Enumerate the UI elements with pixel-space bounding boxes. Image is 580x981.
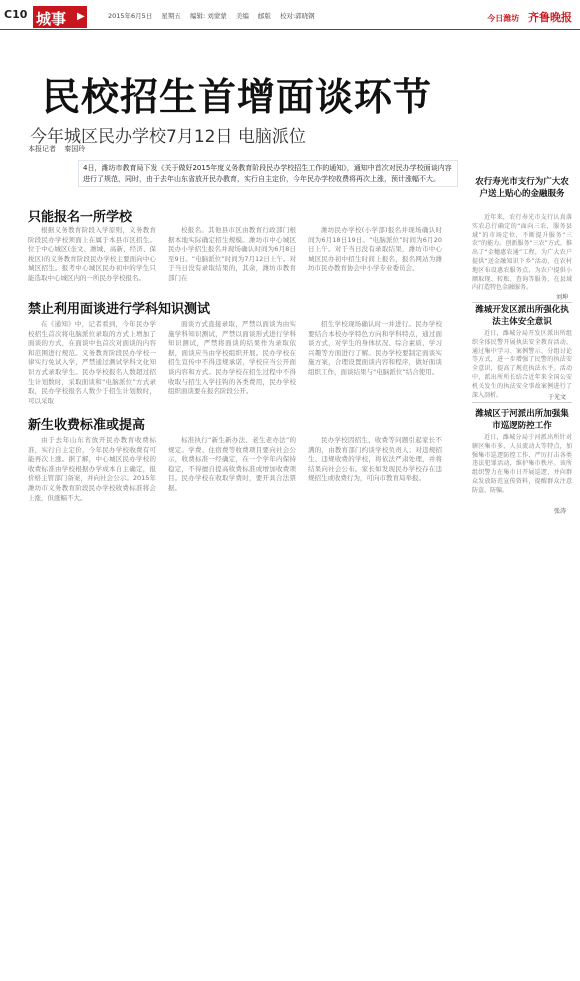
section-2-column-2: 面谈方式直接录取，严禁以面谈为由实施学科知识测试，严禁以面谈形式进行学科知识测试，严禁将面谈的结果作为录取依据，面谈应当由学校组织开展。民办学校在招生宣传中不得违规承诺，学校应当公开面谈内容和方式。民办学校在招生过程中不得收取与招生入学挂钩的各类费用，民办学校组织面谈要在报名阶段公开。 — [168, 320, 296, 396]
sidebar-title-police-station: 潍城开发区派出所强化执法主体安全意识 — [475, 305, 569, 327]
sidebar-body-police-station: 近日，潍城分局开发区派出所组织全体民警开展执法安全教育活动，通过集中学习、案例警示、分组讨论等方式，进一步增强了民警的执法安全意识，提高了规范执法水平。活动中，派出所所长结合近年来全国公安机关发生的执法安全事故案例进行了深入剖析。 — [472, 330, 572, 399]
issue-meta — [108, 11, 322, 20]
section-title-interview-rules: 禁止利用面谈进行学科知识测试 — [28, 302, 211, 317]
article-lead: 4日，潍坊市教育局下发《关于做好2015年度义务教育阶段民办学校招生工作的通知》，通知中首次对民办学校面谈内容进行了规范，同时，由于去年山东省放开民办教育，实行自主定价，今年民办学校收费将再次上涨，预计涨幅不大。 — [78, 160, 458, 187]
section-2-column-1: 在《通知》中，记者看到，今年民办学校招生首次将电脑派位录取的方式上增加了面谈的方式，在面谈中也首次对面谈的内容和范围进行规范。义务教育阶段民办学校一律实行免试入学，严禁通过测试学科文化知识方式录取学生。民办学校报名人数超过招生计划数时，采取面谈和“电脑派位”方式录取，民办学校报名人数少于招生计划数时，可以采取 — [28, 320, 156, 405]
sidebar-author-market-patrol: 张涛 — [554, 508, 567, 515]
sidebar-title-market-patrol: 潍城区于河派出所加强集市巡逻防控工作 — [475, 409, 569, 431]
paper-logo: 齐鲁晚报 — [528, 11, 572, 24]
issue-layout: 邮版 — [257, 12, 271, 20]
brand-label: 今日潍坊 — [487, 14, 520, 23]
section-name: 城事 — [36, 10, 67, 28]
section-3-column-1: 由于去年山东省放开民办教育收费标准，实行自主定价，今年民办学校收费有可能再次上涨。据了解，中心城区民办学校的收费标准由学校根据办学成本自主确定，报价格主管部门备案，并向社会公示。2015年潍坊市义务教育阶段民办学校收费标准将会上涨，但涨幅不大。 — [28, 436, 156, 502]
sidebar-body-market-patrol: 近日，潍城分局于河派出所针对辖区集市多、人员流动大等特点，加强集市巡逻防控工作，严厉打击各类违法犯罪活动，维护集市秩序。该所组织警力在集市日开展巡逻，并向群众发放防范宣传资料，提醒群众注意防盗、防骗。 — [472, 434, 572, 494]
issue-designer: 美编 — [235, 12, 249, 20]
sidebar-author-bank: 刘坤 — [556, 294, 569, 301]
byline-role: 本报记者 — [28, 145, 56, 153]
byline — [28, 144, 91, 154]
section-tag — [33, 6, 87, 28]
sidebar-divider — [472, 302, 572, 303]
arrow-icon: ▶ — [77, 11, 85, 22]
issue-editor: 编辑: 刘蒙蒙 — [189, 12, 227, 20]
section-2-column-3: 招生学校现场确认时一并进行。民办学校要结合本校办学特色方向和学科特点，通过面谈方式，对学生的身体状况、综合素质、学习兴趣等方面进行了解。民办学校要制定面谈实施方案，合理设置面谈内容和程序，做好面谈组织工作，面谈结果与“电脑派位”结合使用。 — [308, 320, 442, 376]
sidebar-author-police-station: 于光文 — [548, 394, 567, 401]
byline-author: 秦国玲 — [64, 145, 86, 153]
sidebar-body-bank: 近年来，农行寿光市支行认真落实农总行确定的“面向三农，服务县域”的市场定位，不断提升服务“三农”的能力。创新服务“三农”方式，推出了“金穗惠农通”工程，为广大农户提供“送金融知识下乡”活动，在农村地区布设惠农服务点，为农户提供小额取现、转账、查询等服务，在县域内打造特色金融服务。 — [472, 214, 572, 292]
section-1-column-2: 校报名。其他县市区由教育行政部门根据本地实际确定招生规模。潍坊市中心城区民办小学招生报名并现场确认时间为6月8日至9日。“电脑派位”时间为7月12日上午。对于当日没有录取结果的，其余，潍坊市教育部门在 — [168, 226, 296, 282]
masthead-rule — [0, 29, 580, 30]
page-number: C10 — [4, 8, 28, 21]
masthead — [0, 0, 580, 30]
issue-weekday: 星期五 — [161, 12, 181, 20]
section-3-column-2: 标准执行“新生新办法、老生老办法”的规定。学费、住宿费等收费项目要向社会公示，收费标准一经确定，在一个学年内保持稳定，不得擅自提高收费标准或增加收费项目。民办学校在收取学费时，要开具合法票据。 — [168, 436, 296, 492]
issue-proofreader: 校对:郭晓钢 — [279, 12, 315, 20]
article-subhead: 今年城区民办学校7月12日 电脑派位 — [30, 127, 306, 147]
section-3-column-3: 民办学校因招生、收费等问题引起家长不满的，由教育部门约谈学校负责人；对违规招生、违规收费的学校，将依法严肃处理，并将结果向社会公布。家长如发现民办学校存在违规招生或收费行为，可向市教育局举报。 — [308, 436, 442, 483]
paper-brand — [487, 9, 572, 25]
issue-date: 2015年6月5日 — [108, 12, 153, 20]
sidebar-divider — [472, 402, 572, 403]
section-1-column-1: 根据义务教育阶段入学原则，义务教育阶段民办学校须面上在属于本县市区招生。位于中心城区(奎文、潍城、高新、经济、保税区)的义务教育阶段民办学校主要面向中心城区招生。报考中心城区民办初中的学生只能选取中心城区内的一所民办学校报名。 — [28, 226, 156, 282]
section-1-column-3: 潍坊民办学校(小学部)报名并现场确认时间为6月18日19日。“电脑派位”时间为6月20日上午。对于当日没有录取结果，潍坊市中心城区民办初中招生时间上报名，报名网站为潍坊市民办教育协会中小学专业委员会。 — [308, 226, 442, 273]
section-title-fees: 新生收费标准或提高 — [28, 418, 146, 433]
section-title-registration: 只能报名一所学校 — [28, 210, 133, 225]
sidebar-title-bank: 农行寿光市支行为广大农户送上贴心的金融服务 — [475, 177, 569, 199]
article-headline: 民校招生首增面谈环节 — [42, 75, 433, 119]
